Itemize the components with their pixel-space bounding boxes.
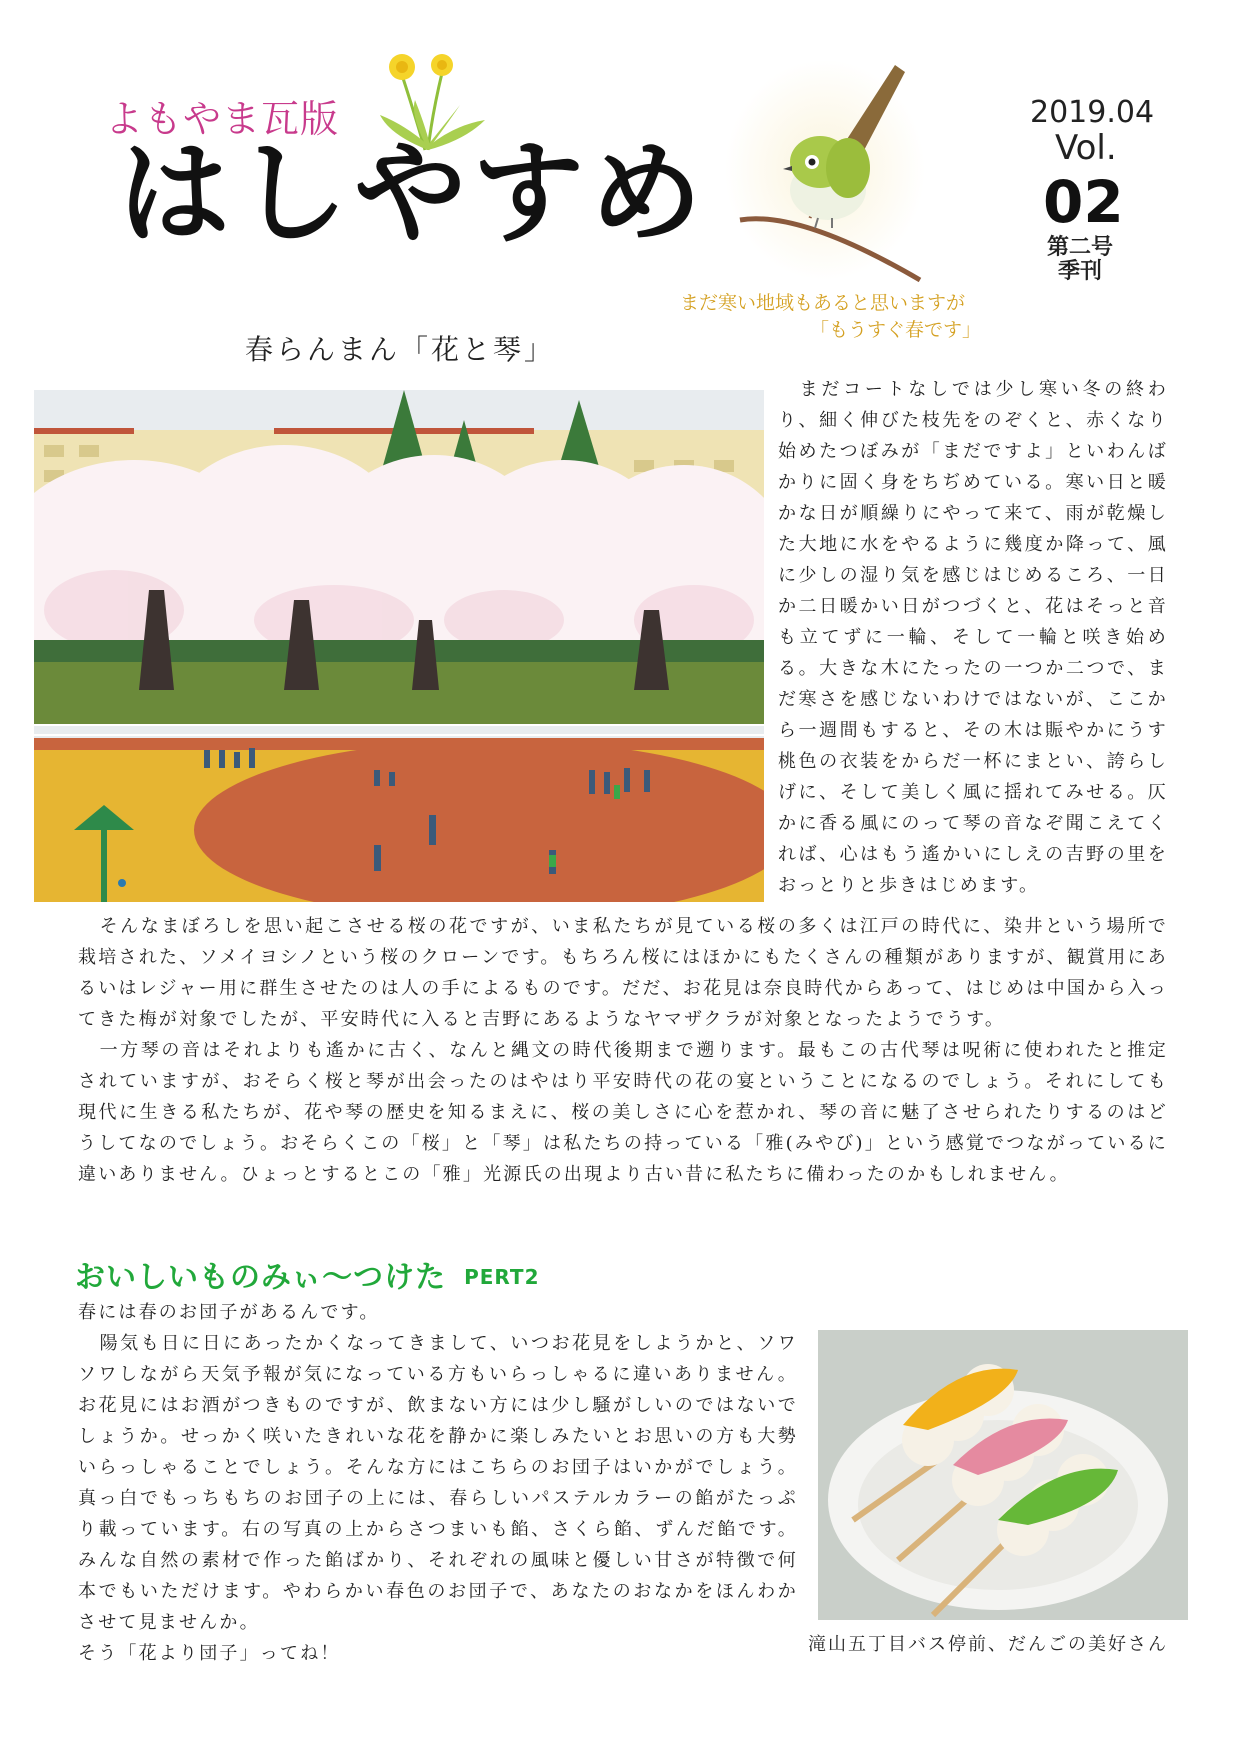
newsletter-title: はしやすめ — [118, 129, 708, 259]
section-heading-dango — [75, 1252, 540, 1296]
newsletter-pretitle: よもやま瓦版 — [105, 97, 340, 141]
dango-photo — [818, 1330, 1188, 1620]
article-intro-column — [778, 374, 1168, 901]
bird-illustration — [720, 50, 930, 290]
volume-label: Vol. — [1055, 128, 1117, 168]
article-body — [78, 911, 1168, 1190]
dango-closing: そう「花より団子」ってね！ — [78, 1643, 341, 1664]
tagline-line1: まだ寒い地域もあると思いますが — [680, 292, 966, 314]
section-part-label: PERT2 — [464, 1265, 540, 1289]
article-paragraph-koto: 一方琴の音はそれよりも遙かに古く、なんと縄文の時代後期まで遡ります。最もこの古代琴は呪術に使われたと推定されていますが、おそらく桜と琴が出会ったのはやはり平安時代の花の宴ということになるのでしょう。それにしても現代に生きる私たちが、花や琴の歴史を知るまえに、桜の美しさに心を惹かれ、琴の音に魅了させられたりするのはどうしてなのでしょう。おそらくこの「桜」と「琴」は私たちの持っている「雅(みやび)」という感覚でつながっているに違いありません。ひょっとするとこの「雅」光源氏の出現より古い昔に私たちに備わったのかもしれません。 — [78, 1040, 1168, 1185]
tagline-line2: 「もうすぐ春です」 — [810, 319, 982, 341]
issue-frequency: 季刊 — [1057, 259, 1102, 284]
section-title: おいしいものみぃ〜つけた — [75, 1260, 447, 1295]
issue-date: 2019.04 — [1030, 95, 1155, 130]
dango-body: 陽気も日に日にあったかくなってきまして、いつお花見をしようかと、ソワソワしながら天気予報が気になっている方もいらっしゃるに違いありません。お花見にはお酒がつきものですが、飲まない方には少し騒がしいのではないでしょうか。せっかく咲いたきれいな花を静かに楽しみたいとお思いの方も大勢いらっしゃることでしょう。そんな方にはこちらのお団子はいかがでしょう。真っ白でもっちもちのお団子の上には、春らしいパステルカラーの餡がたっぷり載っています。右の写真の上からさつまいも餡、さくら餡、ずんだ餡です。みんな自然の素材で作った餡ばかり、それぞれの風味と優しい甘さが特徴で何本でもいただけます。やわらかい春色のお団子で、あなたのおなかをほんわかさせて見ませんか。 — [78, 1333, 798, 1633]
article-paragraph-sakura: そんなまぼろしを思い起こさせる桜の花ですが、いま私たちが見ている桜の多くは江戸の時代に、染井という場所で栽培された、ソメイヨシノという桜のクローンです。もちろん桜にはほかにもたくさんの種類がありますが、観賞用にあるいはレジャー用に群生させたのは人の手によるものです。だだ、お花見は奈良時代からあって、はじめは中国から入ってきた梅が対象でしたが、平安時代に入ると吉野にあるようなヤマザクラが対象となったようでうす。 — [78, 916, 1168, 1030]
article-title: 春らんまん「花と琴」 — [245, 333, 556, 366]
issue-number: 第二号 — [1046, 235, 1113, 260]
photo-caption: 滝山五丁目バス停前、だんごの美好さん — [808, 1634, 1168, 1655]
cherry-blossom-painting — [34, 390, 764, 902]
issue-label — [1040, 236, 1120, 284]
dango-article — [78, 1297, 798, 1669]
volume-number: 02 — [1043, 168, 1124, 236]
article-intro-paragraph: まだコートなしでは少し寒い冬の終わり、細く伸びた枝先をのぞくと、赤くなり始めたつぼみが「まだですよ」といわんばかりに固く身をちぢめている。寒い日と暖かな日が順繰りにやって来て、雨が乾燥した大地に水をやるように幾度か降って、風に少しの湿り気を感じはじめるころ、一日か二日暖かい日がつづくと、花はそっと音も立てずに一輪、そして一輪と咲き始める。大きな木にたったの一つか二つで、まだ寒さを感じないわけではないが、ここから一週間もすると、その木は賑やかにうす桃色の衣装をからだ一杯にまとい、誇らしげに、そして美しく風に揺れてみせる。仄かに香る風にのって琴の音なぞ聞こえてくれば、心はもう遙かいにしえの吉野の里をおっとりと歩きはじめます。 — [778, 379, 1168, 896]
tagline — [680, 290, 1010, 344]
dango-intro: 春には春のお団子があるんです。 — [78, 1302, 380, 1323]
